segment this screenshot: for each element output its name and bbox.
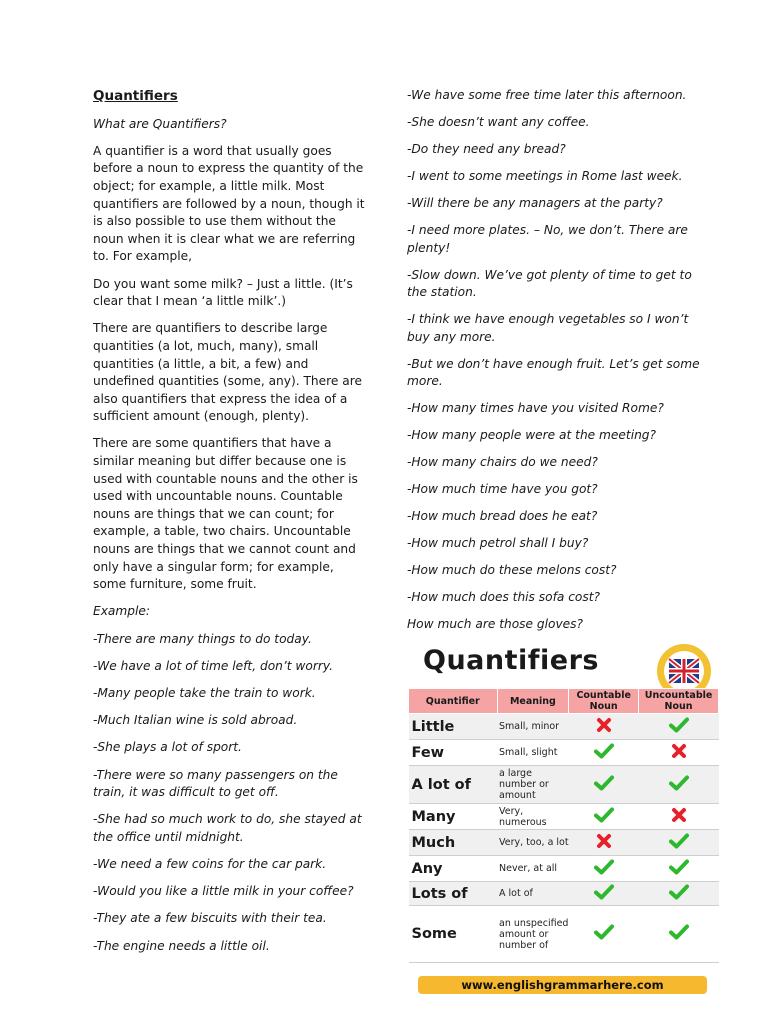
paragraph: Do you want some milk? – Just a little. (It’s clear that I mean ‘a little milk’.) [93, 276, 353, 309]
meaning-cell: Small, minor [497, 714, 569, 740]
countable-cell [569, 714, 639, 740]
example-sentence: -They ate a few biscuits with their tea. [93, 911, 327, 926]
left-column [93, 88, 365, 965]
countable-cell [569, 856, 639, 882]
check-icon [594, 808, 614, 827]
uncountable-cell [639, 830, 719, 856]
quantifier-cell: Some [409, 906, 498, 963]
cross-icon [671, 808, 687, 827]
countable-cell [569, 830, 639, 856]
column-header: Countable Noun [569, 689, 639, 714]
countable-cell [569, 906, 639, 963]
example-sentence: -I went to some meetings in Rome last week. [407, 168, 683, 183]
column-header: Meaning [497, 689, 569, 714]
cross-icon [596, 834, 612, 853]
check-icon [669, 860, 689, 879]
meaning-cell: Never, at all [497, 856, 569, 882]
quantifier-cell: Many [409, 804, 498, 830]
cross-icon [596, 718, 612, 737]
right-column [407, 87, 707, 643]
example-sentence: -There are many things to do today. [93, 631, 312, 646]
example-sentence: -She plays a lot of sport. [93, 740, 242, 755]
example-sentence: -The engine needs a little oil. [93, 938, 270, 953]
example-label: Example: [93, 604, 150, 619]
example-sentence: -She doesn’t want any coffee. [407, 114, 590, 129]
table-row [409, 766, 719, 804]
meaning-cell: an unspecified amount or number of [497, 906, 569, 963]
meaning-cell: Small, slight [497, 740, 569, 766]
example-sentence: -How many people were at the meeting? [407, 428, 657, 443]
quantifier-cell: Few [409, 740, 498, 766]
check-icon [594, 744, 614, 763]
uncountable-cell [639, 882, 719, 906]
example-sentence: -I think we have enough vegetables so I won’t buy any more. [407, 312, 689, 344]
subtitle: What are Quantifiers? [93, 116, 227, 131]
check-icon [669, 776, 689, 795]
paragraph: A quantifier is a word that usually goes before a noun to express the quantity of the object; for example, a little milk. Most quantifiers are followed by a noun, though it is also possible to use them without the noun when it is clear what we are referring to. For example, [93, 143, 365, 264]
example-sentence: -We have some free time later this afternoon. [407, 88, 687, 102]
example-sentence: -Many people take the train to work. [93, 685, 316, 700]
uncountable-cell [639, 906, 719, 963]
column-header: Quantifier [409, 689, 498, 714]
example-sentence: -How much petrol shall I buy? [407, 536, 589, 551]
example-sentence: -I need more plates. – No, we don’t. There are plenty! [407, 222, 688, 255]
paragraph: There are quantifiers to describe large quantities (a lot, much, many), small quantities (a little, a bit, a few) and undefined quantities (some, any). There are also quantifiers that express the idea of a sufficient amount (enough, plenty). [93, 321, 362, 424]
example-sentence: -She had so much work to do, she stayed at the office until midnight. [93, 812, 362, 844]
quantifier-cell: Little [409, 714, 498, 740]
table-row [409, 804, 719, 830]
check-icon [669, 834, 689, 853]
meaning-cell: A lot of [497, 882, 569, 906]
check-icon [669, 718, 689, 737]
table-row [409, 906, 719, 963]
table-row [409, 830, 719, 856]
example-sentence: -How many chairs do we need? [407, 455, 598, 470]
example-sentence: -How much do these melons cost? [407, 563, 617, 578]
uncountable-cell [639, 714, 719, 740]
table-row [409, 740, 719, 766]
example-sentence: -How much time have you got? [407, 482, 598, 497]
meaning-cell: Very, too, a lot [497, 830, 569, 856]
cross-icon [671, 744, 687, 763]
check-icon [594, 925, 614, 944]
website-url: www.englishgrammarhere.com [418, 976, 707, 994]
page-title: Quantifiers [93, 88, 178, 104]
example-sentence: -We need a few coins for the car park. [93, 857, 327, 872]
infographic-title: Quantifiers [423, 645, 599, 676]
countable-cell [569, 882, 639, 906]
table-row [409, 714, 719, 740]
check-icon [669, 885, 689, 904]
check-icon [669, 925, 689, 944]
quantifier-cell: Much [409, 830, 498, 856]
meaning-cell: Very, numerous [497, 804, 569, 830]
example-sentence: -There were so many passengers on the train, it was difficult to get off. [93, 767, 338, 800]
quantifiers-infographic [406, 643, 720, 1001]
example-sentence: -But we don’t have enough fruit. Let’s get some more. [407, 356, 700, 389]
example-sentence: -Will there be any managers at the party? [407, 195, 663, 210]
quantifiers-table [408, 688, 719, 963]
paragraph: There are some quantifiers that have a similar meaning but differ because one is used with countable nouns and the other is used with uncountable nouns. Countable nouns are things that we can count; for example, a table, two chairs. Uncountable nouns are things that we cannot count and only have a singular form; for example, some furniture, some fruit. [93, 436, 358, 592]
example-sentence: -Do they need any bread? [407, 141, 566, 156]
quantifier-cell: Any [409, 856, 498, 882]
quantifier-cell: A lot of [409, 766, 498, 804]
countable-cell [569, 804, 639, 830]
uncountable-cell [639, 740, 719, 766]
example-sentence: -Would you like a little milk in your coffee? [93, 884, 354, 899]
check-icon [594, 860, 614, 879]
quantifier-cell: Lots of [409, 882, 498, 906]
example-sentence: -Much Italian wine is sold abroad. [93, 713, 298, 728]
countable-cell [569, 740, 639, 766]
example-sentence: How much are those gloves? [407, 617, 583, 632]
column-header: Uncountable Noun [639, 689, 719, 714]
example-sentence: -How many times have you visited Rome? [407, 401, 664, 416]
uncountable-cell [639, 856, 719, 882]
example-sentence: -How much bread does he eat? [407, 509, 598, 524]
example-sentence: -How much does this sofa cost? [407, 590, 600, 605]
uncountable-cell [639, 766, 719, 804]
table-row [409, 856, 719, 882]
table-row [409, 882, 719, 906]
check-icon [594, 885, 614, 904]
example-sentence: -We have a lot of time left, don’t worry. [93, 658, 333, 673]
uncountable-cell [639, 804, 719, 830]
example-sentence: -Slow down. We’ve got plenty of time to get to the station. [407, 267, 692, 300]
meaning-cell: a large number or amount [497, 766, 569, 804]
countable-cell [569, 766, 639, 804]
check-icon [594, 776, 614, 795]
